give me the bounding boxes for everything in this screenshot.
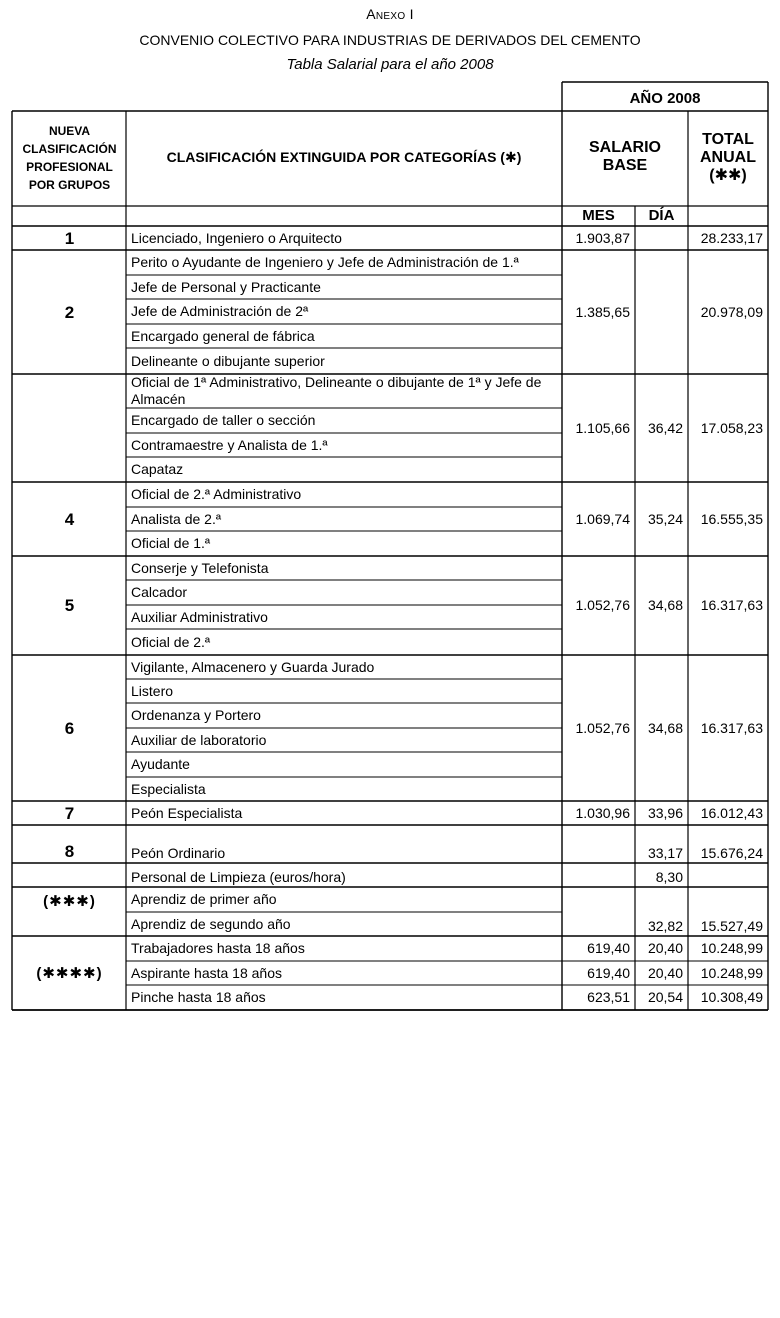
category-cell: Analista de 2.ª	[131, 510, 222, 527]
annual-total-value: 10.308,49	[700, 989, 763, 1005]
category-cell: Personal de Limpieza (euros/hora)	[131, 869, 346, 885]
category-cell: Auxiliar de laboratorio	[131, 731, 267, 748]
category-cell: Ayudante	[131, 756, 190, 772]
day-salary-value: 34,68	[647, 597, 683, 613]
month-salary-value	[562, 825, 635, 863]
group-label: 5	[64, 596, 75, 615]
table-title: Tabla Salarial para el año 2008	[286, 56, 494, 73]
annual-total-value: 17.058,23	[700, 419, 763, 436]
day-salary-value: 8,30	[655, 869, 683, 885]
category-cell: Listero	[131, 682, 174, 699]
annual-total-value: 15.676,24	[700, 845, 763, 861]
day-salary-value: 20,40	[647, 940, 683, 956]
month-salary-value: 619,40	[587, 940, 630, 956]
category-cell: Pinche hasta 18 años	[131, 989, 266, 1005]
month-salary-value: 1.030,96	[575, 804, 630, 821]
category-cell: Vigilante, Almacenero y Guarda Jurado	[131, 658, 375, 675]
month-salary-value: 619,40	[587, 964, 630, 981]
day-salary-value: 35,24	[647, 510, 683, 527]
category-cell: Oficial de 1.ª	[131, 535, 211, 551]
day-salary-value: 20,54	[647, 989, 683, 1005]
month-salary-value: 1.052,76	[575, 719, 630, 736]
month-salary-value: 1.385,65	[575, 303, 630, 320]
group-label: 2	[64, 302, 75, 322]
annual-total-value: 10.248,99	[700, 964, 763, 981]
annual-total-value: 15.527,49	[700, 918, 763, 934]
year-header: AÑO 2008	[629, 90, 701, 107]
month-header: MES	[582, 207, 615, 224]
day-salary-value	[635, 226, 688, 250]
month-salary-value: 1.903,87	[575, 229, 630, 246]
group-label: 1	[64, 228, 75, 248]
category-cell: Perito o Ayudante de Ingeniero y Jefe de Administración de 1.ª	[131, 254, 519, 270]
annual-total-value: 16.012,43	[700, 804, 763, 821]
category-cell: Auxiliar Administrativo	[131, 608, 268, 625]
group-label: (✱✱✱)	[43, 892, 96, 910]
group-label: 7	[64, 803, 75, 823]
month-salary-value: 1.052,76	[575, 597, 630, 613]
category-cell: Oficial de 1ª Administrativo, Delineante o dibujante de 1ª y Jefe de Almacén	[131, 374, 542, 407]
category-cell: Delineante o dibujante superior	[131, 352, 325, 369]
agreement-title: CONVENIO COLECTIVO PARA INDUSTRIAS DE DERIVADOS DEL CEMENTO	[139, 32, 641, 48]
category-cell: Peón Especialista	[131, 804, 243, 821]
day-salary-value: 20,40	[647, 964, 683, 981]
day-salary-value: 32,82	[647, 918, 683, 934]
group-column-header: NUEVA CLASIFICACIÓN PROFESIONAL POR GRUPOS	[22, 124, 117, 192]
day-salary-value: 33,17	[647, 845, 683, 861]
annex-label: Anexo I	[366, 6, 414, 22]
category-cell: Oficial de 2.ª Administrativo	[131, 486, 302, 502]
month-salary-value	[562, 912, 635, 936]
month-salary-value	[562, 863, 635, 887]
category-cell: Trabajadores hasta 18 años	[131, 940, 305, 956]
category-cell: Peón Ordinario	[131, 845, 226, 861]
category-cell: Ordenanza y Portero	[131, 707, 261, 723]
group-label: 8	[64, 841, 75, 861]
category-cell: Encargado de taller o sección	[131, 412, 316, 428]
category-column-header: CLASIFICACIÓN EXTINGUIDA POR CATEGORÍAS (✱)	[166, 149, 522, 165]
base-salary-header: SALARIO BASE	[589, 139, 661, 174]
group-label: 4	[64, 509, 75, 529]
group-label: 6	[64, 718, 75, 738]
day-header: DÍA	[648, 207, 675, 224]
group-label: (✱✱✱✱)	[36, 964, 103, 982]
category-cell: Capataz	[131, 461, 184, 477]
day-salary-value	[635, 250, 688, 374]
category-cell: Encargado general de fábrica	[131, 327, 315, 344]
category-cell: Oficial de 2.ª	[131, 633, 211, 650]
month-salary-value: 1.105,66	[575, 419, 630, 436]
category-cell: Conserje y Telefonista	[131, 559, 269, 576]
day-salary-value: 33,96	[647, 804, 683, 821]
month-salary-value: 623,51	[587, 989, 630, 1005]
category-cell: Jefe de Personal y Practicante	[131, 278, 321, 295]
category-cell: Calcador	[131, 584, 188, 600]
category-cell: Aprendiz de segundo año	[131, 915, 291, 932]
annual-total-value: 20.978,09	[700, 303, 763, 320]
annual-total-value: 10.248,99	[700, 940, 763, 956]
annual-total-value: 28.233,17	[700, 229, 763, 246]
group-label	[13, 374, 126, 482]
annual-total-value: 16.555,35	[700, 510, 763, 527]
annual-total-value: 16.317,63	[700, 719, 763, 736]
category-cell: Especialista	[131, 780, 206, 797]
group-label	[13, 863, 126, 887]
day-salary-value: 36,42	[647, 419, 683, 436]
category-cell: Aspirante hasta 18 años	[131, 964, 282, 981]
annual-total-value	[688, 863, 768, 887]
annual-total-header: TOTAL ANUAL (✱✱)	[700, 131, 756, 184]
day-salary-value: 34,68	[647, 719, 683, 736]
month-salary-value: 1.069,74	[575, 510, 630, 527]
category-cell: Jefe de Administración de 2ª	[131, 303, 309, 319]
annual-total-value: 16.317,63	[700, 597, 763, 613]
category-cell: Contramaestre y Analista de 1.ª	[131, 436, 328, 453]
category-cell: Aprendiz de primer año	[131, 891, 277, 907]
category-cell: Licenciado, Ingeniero o Arquitecto	[131, 229, 342, 246]
